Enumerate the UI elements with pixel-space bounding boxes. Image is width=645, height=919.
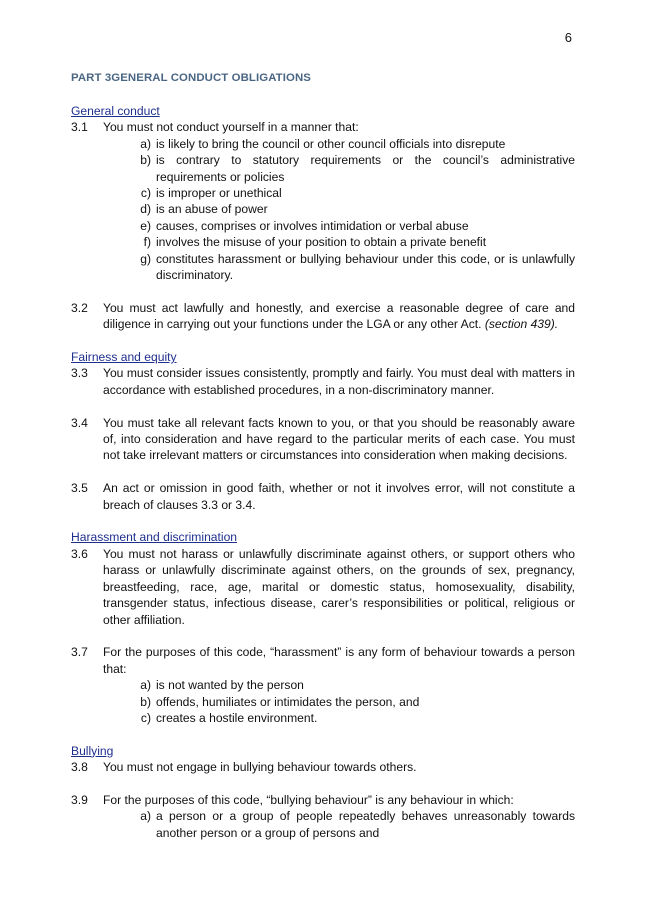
list-text: constitutes harassment or bullying behaviour under this code, or is unlawfully discriminatory. <box>156 251 575 283</box>
list-item <box>131 234 575 250</box>
clause-3-5 <box>71 480 575 513</box>
list-label: a) <box>140 678 151 693</box>
list-item <box>131 808 575 841</box>
list-item <box>131 201 575 217</box>
list-label: e) <box>140 218 151 233</box>
list-label: a) <box>140 136 151 151</box>
list-item <box>131 136 575 152</box>
clause-text: You must not conduct yourself in a manner that: <box>103 120 359 135</box>
list-text: involves the misuse of your position to obtain a private benefit <box>156 235 487 250</box>
clause-3-7-list <box>71 677 575 726</box>
section-heading-fairness-equity: Fairness and equity <box>71 350 177 365</box>
section-heading-bullying: Bullying <box>71 743 114 758</box>
list-item <box>131 152 575 185</box>
clause-number: 3.5 <box>71 481 88 496</box>
clause-number: 3.9 <box>71 792 88 807</box>
clause-text: For the purposes of this code, “bullying behaviour” is any behaviour in which: <box>103 792 514 807</box>
list-label: f) <box>143 235 151 250</box>
list-text: offends, humiliates or intimidates the person, and <box>156 694 420 709</box>
clause-3-4 <box>71 415 575 464</box>
page-number: 6 <box>564 30 572 45</box>
clause-number: 3.8 <box>71 760 88 775</box>
clause-text: You must take all relevant facts known to you, or that you should be reasonably aware of, into consideration and have regard to the particular merits of each case. You must not take irrelevant matters or circumstances into consideration when making decisions. <box>103 415 575 463</box>
clause-number: 3.2 <box>71 300 88 315</box>
section-heading-harassment: Harassment and discrimination <box>71 530 238 545</box>
clause-3-2 <box>71 300 575 333</box>
clause-text <box>103 300 575 333</box>
list-text: is improper or unethical <box>156 186 282 201</box>
list-text: causes, comprises or involves intimidation or verbal abuse <box>156 218 469 233</box>
clause-number: 3.1 <box>71 120 88 135</box>
clause-3-9-list <box>71 808 575 841</box>
clause-number: 3.4 <box>71 415 88 430</box>
clause-body: You must act lawfully and honestly, and exercise a reasonable degree of care and diligence in carrying out your functions under the LGA or any other Act. <box>103 300 575 332</box>
list-label: b) <box>140 153 151 168</box>
list-text: is contrary to statutory requirements or the council’s administrative requirements or policies <box>156 153 575 184</box>
list-label: a) <box>140 809 151 824</box>
clause-text: An act or omission in good faith, whether or not it involves error, will not constitute a breach of clauses 3.3 or 3.4. <box>103 481 575 512</box>
clause-text: You must consider issues consistently, promptly and fairly. You must deal with matters in accordance with established procedures, in a non-discriminatory manner. <box>103 366 575 397</box>
clause-3-8 <box>71 759 575 775</box>
list-text: is likely to bring the council or other council officials into disrepute <box>156 136 506 151</box>
list-text: a person or a group of people repeatedly behaves unreasonably towards another person or a group of persons and <box>156 809 575 840</box>
clause-number: 3.6 <box>71 546 88 561</box>
list-item <box>131 218 575 234</box>
list-item <box>131 251 575 284</box>
list-label: b) <box>140 694 151 709</box>
section-heading-general-conduct: General conduct <box>71 104 160 118</box>
clause-3-3 <box>71 365 575 398</box>
clause-number: 3.7 <box>71 645 88 660</box>
clause-text: You must not harass or unlawfully discriminate against others, or support others who harass or unlawfully discriminate against others, on the grounds of sex, pregnancy, breastfeeding, race, age, marital or domestic status, homosexuality, disability, transgender status, infectious disease, carer’s responsibilities or political, religious or other affiliation. <box>103 546 575 627</box>
list-text: creates a hostile environment. <box>156 710 318 725</box>
clause-text: You must not engage in bullying behaviour towards others. <box>103 760 417 775</box>
clause-3-7 <box>71 644 575 677</box>
list-text: is an abuse of power <box>156 202 268 217</box>
clause-number: 3.3 <box>71 366 88 381</box>
document-body <box>71 103 575 841</box>
part-title: PART 3GENERAL CONDUCT OBLIGATIONS <box>71 72 311 84</box>
list-label: d) <box>140 202 151 217</box>
list-label: c) <box>140 710 151 725</box>
clause-3-1 <box>71 119 575 135</box>
list-item <box>131 694 575 710</box>
clause-3-9 <box>71 792 575 808</box>
list-label: g) <box>140 251 151 266</box>
clause-text: For the purposes of this code, “harassment” is any form of behaviour towards a person that: <box>103 645 575 676</box>
clause-3-1-list <box>71 136 575 284</box>
section-reference: (section 439). <box>484 317 559 332</box>
list-item <box>131 710 575 726</box>
list-text: is not wanted by the person <box>156 678 304 693</box>
clause-3-6 <box>71 546 575 628</box>
list-item <box>131 185 575 201</box>
list-label: c) <box>140 186 151 201</box>
list-item <box>131 677 575 693</box>
